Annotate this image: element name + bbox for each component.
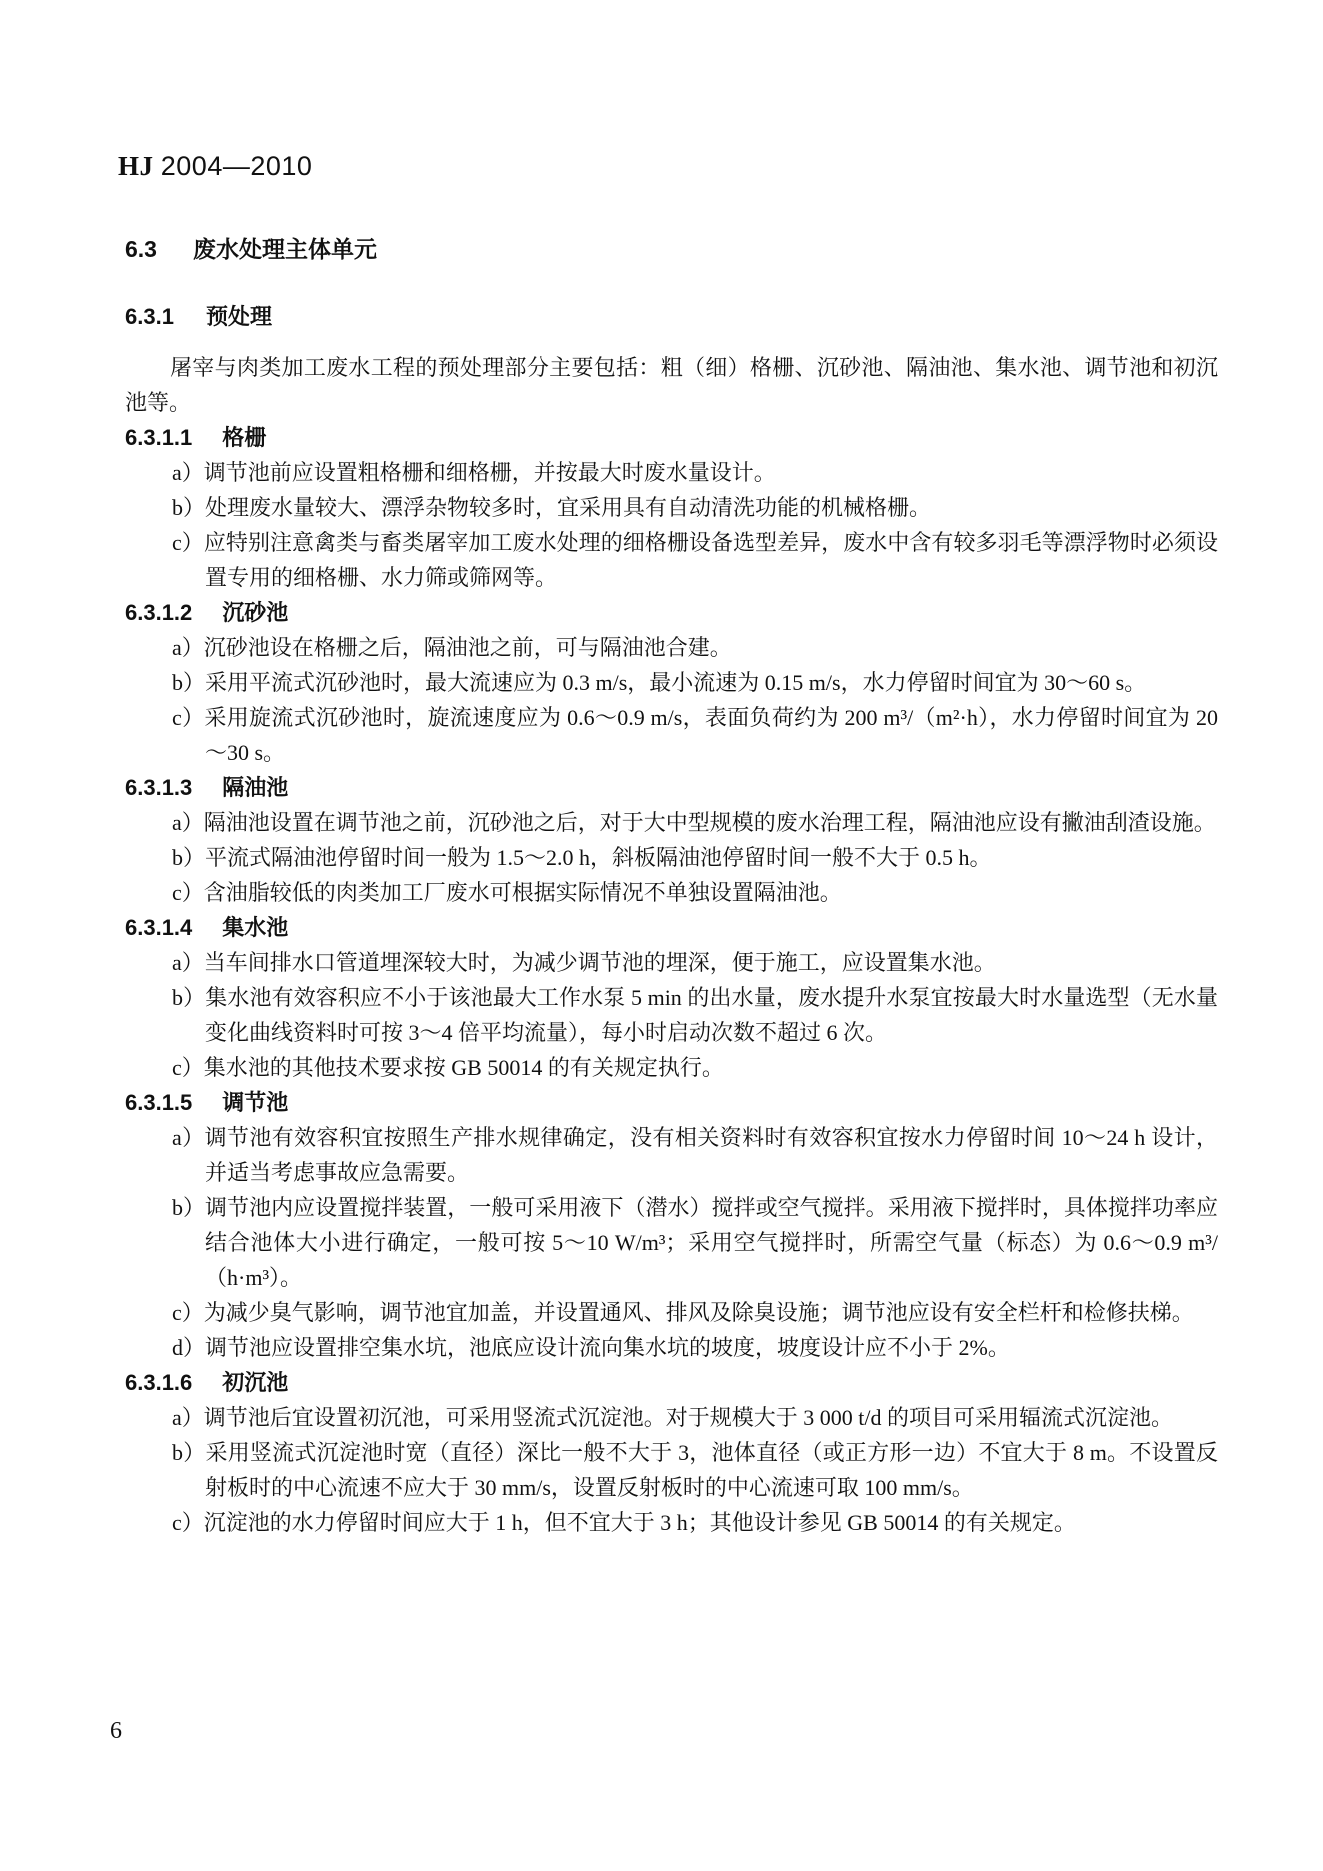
- list-item: [172, 1505, 1218, 1540]
- list-item: [172, 1050, 1218, 1085]
- item-text: 含油脂较低的肉类加工厂废水可根据实际情况不单独设置隔油池。: [203, 880, 842, 905]
- list-item: [172, 1295, 1218, 1330]
- clause-heading: [125, 420, 1218, 455]
- list-item: [172, 980, 1218, 1050]
- list-item: [172, 1120, 1218, 1190]
- item-text: 调节池后宜设置初沉池，可采用竖流式沉淀池。对于规模大于 3 000 t/d 的项目可采用辐流式沉淀池。: [203, 1405, 1173, 1430]
- list-item: [172, 1330, 1218, 1365]
- clause-number: 6.3.1.2: [125, 600, 193, 625]
- doc-code-number: 2004—2010: [160, 151, 313, 181]
- list-item: [172, 1190, 1218, 1295]
- clause-title: 格栅: [222, 425, 267, 450]
- item-label: c）: [172, 880, 204, 905]
- doc-code-prefix: HJ: [118, 151, 154, 181]
- item-label: a）: [172, 1125, 205, 1150]
- clause-heading: [125, 595, 1218, 630]
- item-label: a）: [172, 950, 204, 975]
- clause-heading: [125, 1085, 1218, 1120]
- item-label: a）: [172, 810, 204, 835]
- doc-code: [118, 0, 1218, 182]
- item-label: c）: [172, 1300, 204, 1325]
- item-label: b）: [172, 1440, 206, 1465]
- clause-title: 沉砂池: [222, 600, 289, 625]
- clause-number: 6.3.1.1: [125, 425, 193, 450]
- item-text: 平流式隔油池停留时间一般为 1.5～2.0 h，斜板隔油池停留时间一般不大于 0.5 h。: [205, 845, 992, 870]
- item-label: b）: [172, 670, 206, 695]
- list-item: [172, 490, 1218, 525]
- item-label: c）: [172, 1055, 204, 1080]
- item-label: c）: [172, 530, 204, 555]
- item-label: c）: [172, 705, 205, 730]
- item-text: 调节池前应设置粗格栅和细格栅，并按最大时废水量设计。: [203, 460, 776, 485]
- item-text: 采用平流式沉砂池时，最大流速应为 0.3 m/s，最小流速为 0.15 m/s，水力停留时间宜为 30～60 s。: [205, 670, 1147, 695]
- item-label: b）: [172, 845, 206, 870]
- list-item: [172, 1400, 1218, 1435]
- list-item: [172, 805, 1218, 840]
- item-label: b）: [172, 985, 206, 1010]
- list-item: [172, 455, 1218, 490]
- item-text: 隔油池设置在调节池之前，沉砂池之后，对于大中型规模的废水治理工程，隔油池应设有撇油刮渣设施。: [203, 810, 1216, 835]
- list-item: [172, 840, 1218, 875]
- item-label: a）: [172, 635, 204, 660]
- item-label: a）: [172, 460, 204, 485]
- clause-title: 初沉池: [222, 1370, 289, 1395]
- subsection-title: 预处理: [205, 304, 272, 329]
- item-text: 处理废水量较大、漂浮杂物较多时，宜采用具有自动清洗功能的机械格栅。: [205, 495, 932, 520]
- section-number: 6.3: [125, 236, 157, 262]
- page-number: 6: [110, 1718, 122, 1744]
- clause-number: 6.3.1.5: [125, 1090, 193, 1115]
- clause-heading: [125, 910, 1218, 945]
- item-label: b）: [172, 495, 206, 520]
- item-label: c）: [172, 1510, 204, 1535]
- clause-title: 调节池: [222, 1090, 289, 1115]
- item-text: 调节池内应设置搅拌装置，一般可采用液下（潜水）搅拌或空气搅拌。采用液下搅拌时，具体搅拌功率应结合池体大小进行确定，一般可按 5～10 W/m³；采用空气搅拌时，所需空气量（标态）为 0.6～0.9 m³/（h·m³）。: [205, 1195, 1218, 1290]
- item-label: a）: [172, 1405, 204, 1430]
- clause-number: 6.3.1.3: [125, 775, 193, 800]
- subsection-heading: [125, 302, 1218, 332]
- item-text: 调节池应设置排空集水坑，池底应设计流向集水坑的坡度，坡度设计应不小于 2%。: [205, 1335, 1010, 1360]
- item-text: 为减少臭气影响，调节池宜加盖，并设置通风、排风及除臭设施；调节池应设有安全栏杆和检修扶梯。: [203, 1300, 1194, 1325]
- item-label: b）: [172, 1195, 206, 1220]
- subsection-number: 6.3.1: [125, 304, 174, 329]
- intro-paragraph: 屠宰与肉类加工废水工程的预处理部分主要包括：粗（细）格栅、沉砂池、隔油池、集水池、调节池和初沉池等。: [125, 355, 1218, 415]
- item-text: 采用竖流式沉淀池时宽（直径）深比一般不大于 3，池体直径（或正方形一边）不宜大于 8 m。不设置反射板时的中心流速不应大于 30 mm/s，设置反射板时的中心流速可取 100 mm/s。: [205, 1440, 1218, 1500]
- clause-number: 6.3.1.6: [125, 1370, 193, 1395]
- list-item: [172, 630, 1218, 665]
- clause-number: 6.3.1.4: [125, 915, 193, 940]
- item-text: 应特别注意禽类与畜类屠宰加工废水处理的细格栅设备选型差异，废水中含有较多羽毛等漂浮物时必须设置专用的细格栅、水力筛或筛网等。: [203, 530, 1218, 590]
- item-text: 沉淀池的水力停留时间应大于 1 h，但不宜大于 3 h；其他设计参见 GB 50014 的有关规定。: [203, 1510, 1076, 1535]
- list-item: [172, 525, 1218, 595]
- list-item: [172, 945, 1218, 980]
- clause-heading: [125, 1365, 1218, 1400]
- list-item: [172, 1435, 1218, 1505]
- clause-heading: [125, 770, 1218, 805]
- item-text: 沉砂池设在格栅之后，隔油池之前，可与隔油池合建。: [203, 635, 732, 660]
- item-text: 采用旋流式沉砂池时，旋流速度应为 0.6～0.9 m/s，表面负荷约为 200 m³/（m²·h），水力停留时间宜为 20～30 s。: [204, 705, 1218, 765]
- list-item: [172, 665, 1218, 700]
- section-title: 废水处理主体单元: [192, 236, 377, 262]
- list-item: [172, 875, 1218, 910]
- item-label: d）: [172, 1335, 206, 1360]
- clause-title: 隔油池: [222, 775, 289, 800]
- item-text: 当车间排水口管道埋深较大时，为减少调节池的埋深，便于施工，应设置集水池。: [203, 950, 996, 975]
- list-item: [172, 700, 1218, 770]
- item-text: 集水池有效容积应不小于该池最大工作水泵 5 min 的出水量，废水提升水泵宜按最大时水量选型（无水量变化曲线资料时可按 3～4 倍平均流量），每小时启动次数不超过 6 次。: [205, 985, 1218, 1045]
- clause-title: 集水池: [222, 915, 289, 940]
- item-text: 调节池有效容积宜按照生产排水规律确定，没有相关资料时有效容积宜按水力停留时间 10～24 h 设计，并适当考虑事故应急需要。: [204, 1125, 1218, 1185]
- section-heading: [125, 234, 1218, 264]
- item-text: 集水池的其他技术要求按 GB 50014 的有关规定执行。: [203, 1055, 724, 1080]
